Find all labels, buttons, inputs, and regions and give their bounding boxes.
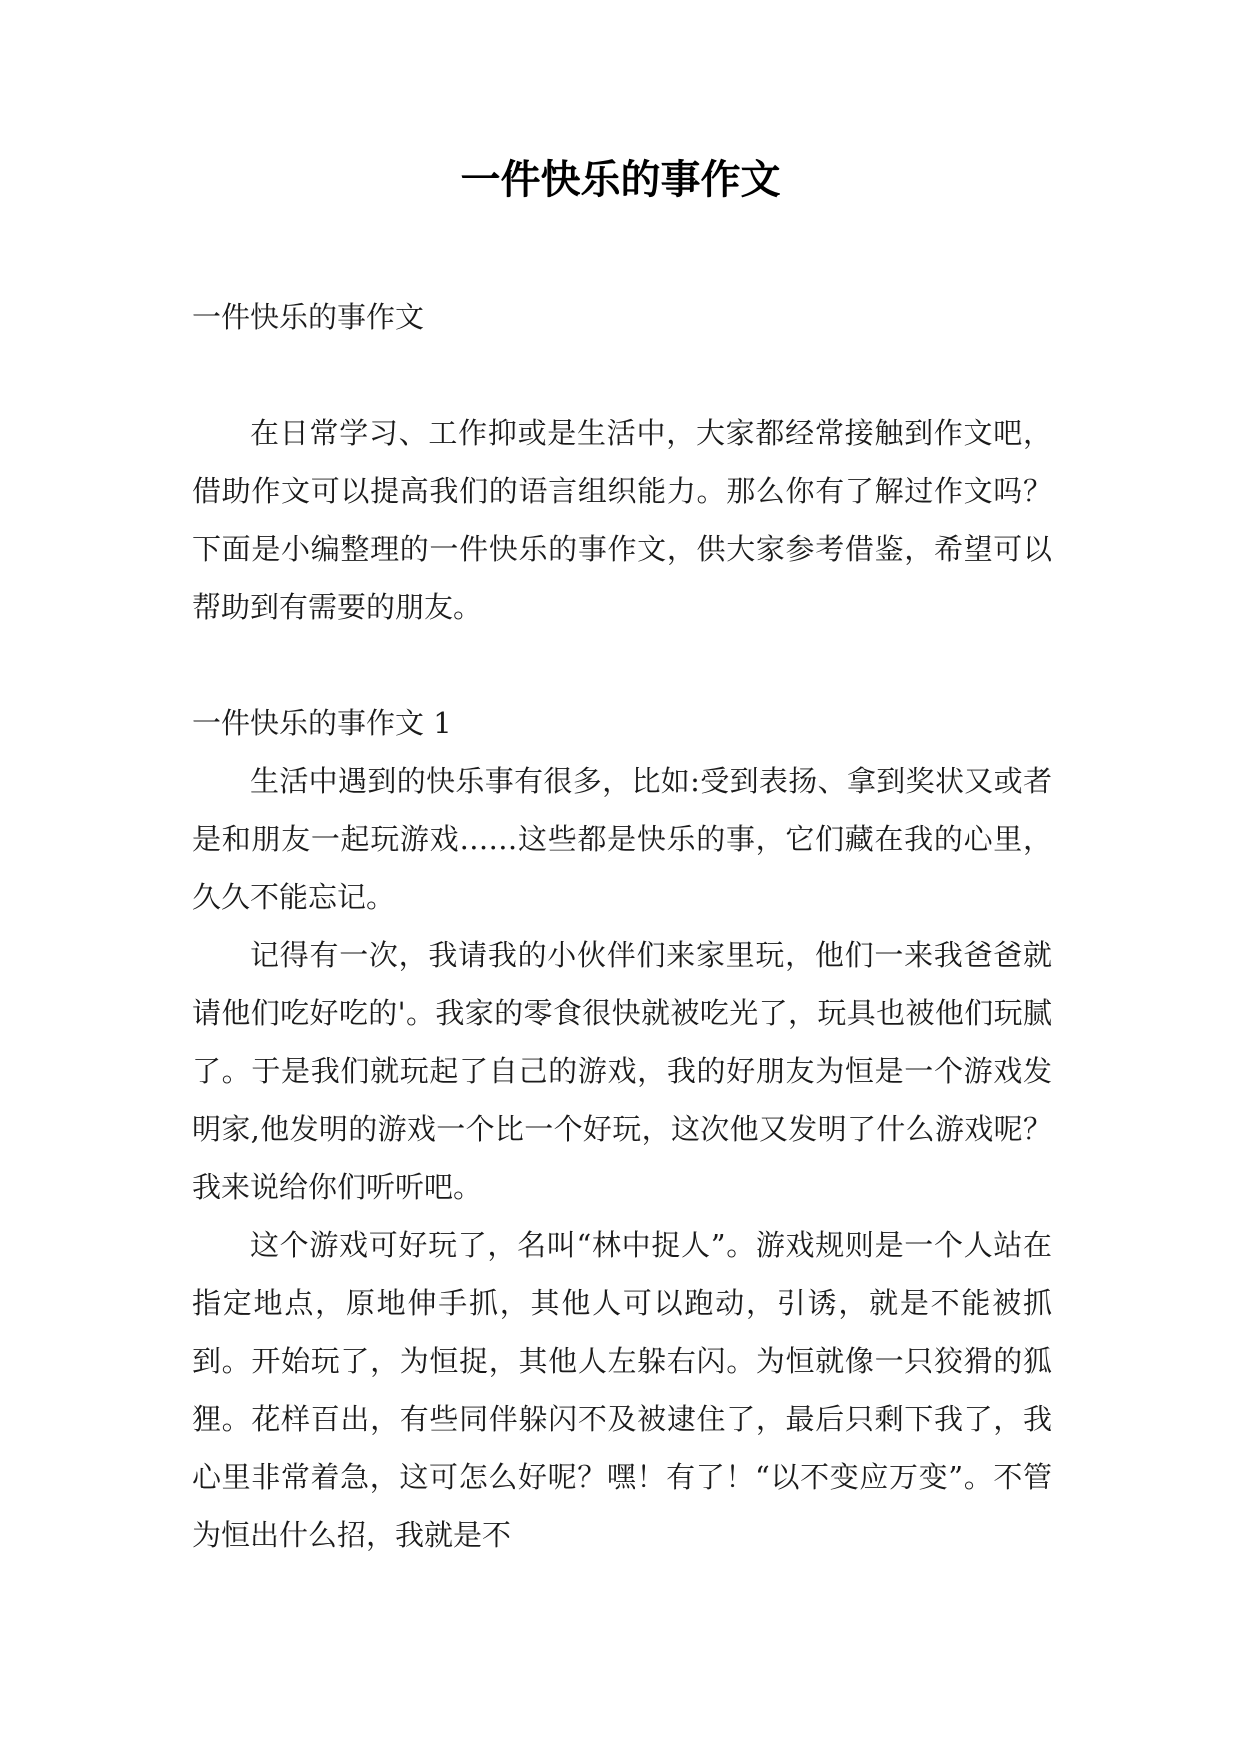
section-heading: 一件快乐的事作文 1 xyxy=(192,706,452,740)
body-paragraph-3: 这个游戏可好玩了，名叫“林中捉人”。游戏规则是一个人站在指定地点，原地伸手抓，其他人可以跑动，引诱，就是不能被抓到。开始玩了，为恒捉，其他人左躲右闪。为恒就像一只狡猾的狐狸。花样百出，有些同伴躲闪不及被逮住了，最后只剩下我了，我心里非常着急，这可怎么好呢？嘿！有了！“以不变应万变”。不管为恒出什么招，我就是不 xyxy=(192,1228,1052,1552)
document-title: 一件快乐的事作文 xyxy=(460,156,781,203)
spacer xyxy=(192,346,1052,404)
document-body xyxy=(192,288,1052,1564)
body-paragraph-1: 生活中遇到的快乐事有很多，比如:受到表扬、拿到奖状又或者是和朋友一起玩游戏……这些都是快乐的事，它们藏在我的心里，久久不能忘记。 xyxy=(192,764,1052,914)
spacer xyxy=(192,636,1052,694)
intro-paragraph: 在日常学习、工作抑或是生活中，大家都经常接触到作文吧，借助作文可以提高我们的语言组织能力。那么你有了解过作文吗？下面是小编整理的一件快乐的事作文，供大家参考借鉴，希望可以帮助到有需要的朋友。 xyxy=(192,416,1052,624)
body-paragraph-2: 记得有一次，我请我的小伙伴们来家里玩，他们一来我爸爸就请他们吃好吃的'。我家的零食很快就被吃光了，玩具也被他们玩腻了。于是我们就玩起了自己的游戏，我的好朋友为恒是一个游戏发明家,他发明的游戏一个比一个好玩，这次他又发明了什么游戏呢？我来说给你们听听吧。 xyxy=(192,938,1052,1204)
document-subtitle: 一件快乐的事作文 xyxy=(192,300,425,334)
